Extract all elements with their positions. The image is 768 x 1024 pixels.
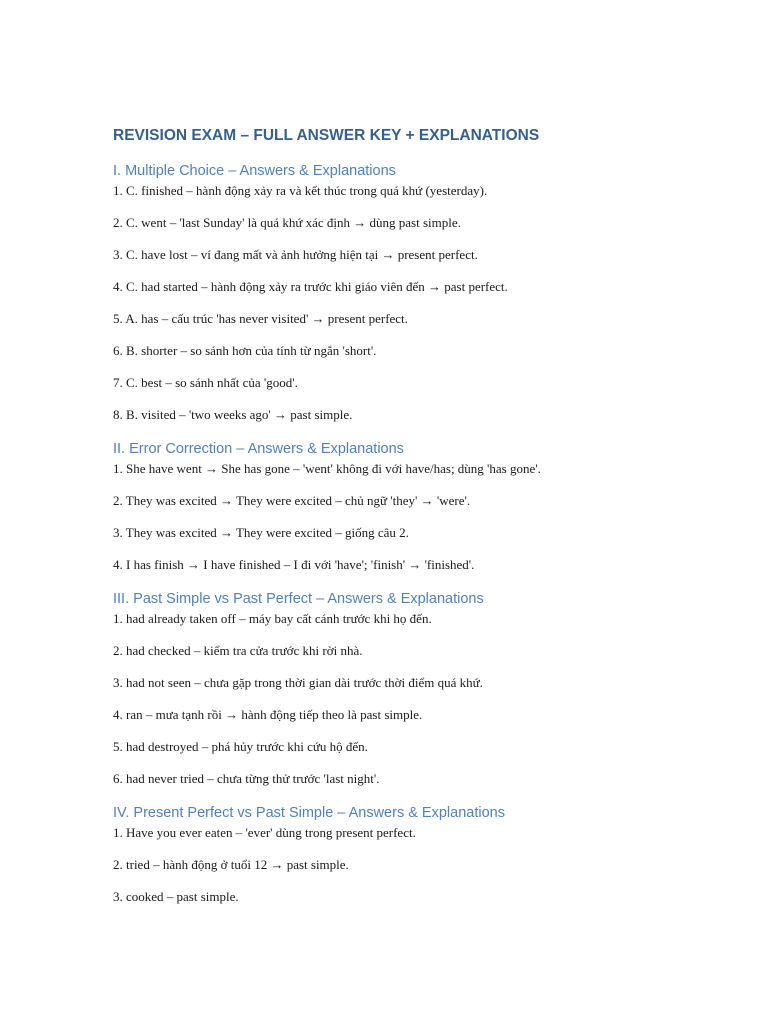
section-present-perfect-vs-past-simple bbox=[113, 803, 733, 909]
answer-item: 3. had not seen – chưa gặp trong thời gian dài trước thời điểm quá khứ. bbox=[113, 675, 483, 690]
section-heading: II. Error Correction – Answers & Explanations bbox=[113, 441, 404, 457]
answer-item: 7. C. best – so sánh nhất của 'good'. bbox=[113, 375, 298, 390]
answer-item: 6. had never tried – chưa từng thử trước 'last night'. bbox=[113, 771, 380, 786]
section-heading: IV. Present Perfect vs Past Simple – Answers & Explanations bbox=[113, 805, 505, 821]
answer-item: 2. tried – hành động ở tuổi 12 → past simple. bbox=[113, 857, 349, 872]
answer-item: 1. She have went → She has gone – 'went' không đi với have/has; dùng 'has gone'. bbox=[113, 461, 541, 476]
answer-item: 2. C. went – 'last Sunday' là quá khứ xác định → dùng past simple. bbox=[113, 215, 461, 230]
answer-item: 1. Have you ever eaten – 'ever' dùng trong present perfect. bbox=[113, 825, 416, 840]
answer-list bbox=[113, 609, 733, 791]
answer-item: 5. had destroyed – phá hủy trước khi cứu hộ đến. bbox=[113, 739, 368, 754]
answer-item: 6. B. shorter – so sánh hơn của tính từ ngắn 'short'. bbox=[113, 343, 377, 358]
section-heading: I. Multiple Choice – Answers & Explanations bbox=[113, 163, 396, 179]
answer-item: 4. ran – mưa tạnh rồi → hành động tiếp theo là past simple. bbox=[113, 707, 423, 722]
section-past-simple-vs-past-perfect bbox=[113, 589, 733, 791]
answer-item: 3. C. have lost – ví đang mất và ảnh hưởng hiện tại → present perfect. bbox=[113, 247, 478, 262]
answer-item: 3. cooked – past simple. bbox=[113, 889, 239, 904]
section-heading: III. Past Simple vs Past Perfect – Answers & Explanations bbox=[113, 591, 484, 607]
answer-list bbox=[113, 823, 733, 909]
section-error-correction bbox=[113, 439, 733, 577]
document-title: REVISION EXAM – FULL ANSWER KEY + EXPLANATIONS bbox=[113, 127, 540, 144]
answer-item: 2. They was excited → They were excited – chủ ngữ 'they' → 'were'. bbox=[113, 493, 471, 508]
answer-item: 4. I has finish → I have finished – I đi với 'have'; 'finish' → 'finished'. bbox=[113, 557, 475, 572]
answer-item: 8. B. visited – 'two weeks ago' → past simple. bbox=[113, 407, 353, 422]
answer-list bbox=[113, 181, 733, 427]
answer-item: 1. had already taken off – máy bay cất cánh trước khi họ đến. bbox=[113, 611, 432, 626]
answer-item: 5. A. has – cấu trúc 'has never visited' → present perfect. bbox=[113, 311, 408, 326]
answer-item: 3. They was excited → They were excited – giống câu 2. bbox=[113, 525, 409, 540]
answer-list bbox=[113, 459, 733, 577]
answer-item: 1. C. finished – hành động xảy ra và kết thúc trong quá khứ (yesterday). bbox=[113, 183, 488, 198]
section-multiple-choice bbox=[113, 161, 733, 427]
answer-item: 4. C. had started – hành động xảy ra trước khi giáo viên đến → past perfect. bbox=[113, 279, 508, 294]
document-content bbox=[113, 124, 733, 909]
answer-item: 2. had checked – kiểm tra cửa trước khi rời nhà. bbox=[113, 643, 363, 658]
